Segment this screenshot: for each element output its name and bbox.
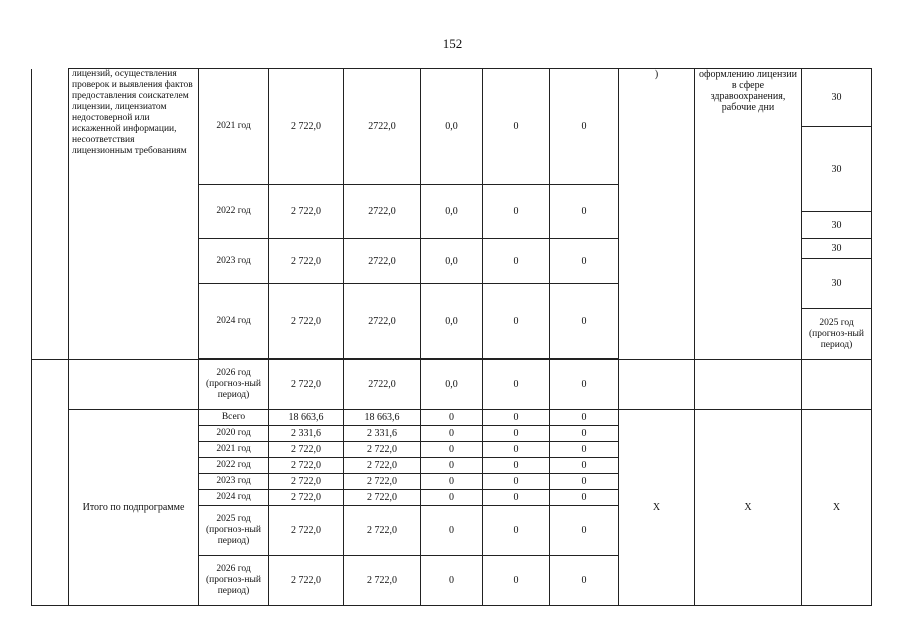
regional-cell: 2722,0	[344, 360, 421, 410]
regional-cell: 2 722,0	[344, 442, 421, 458]
regional-cell: 2 722,0	[344, 458, 421, 474]
col4-cell: 0	[483, 360, 550, 410]
year-cell: 2024 год	[199, 490, 269, 506]
value-cell: 30	[802, 259, 872, 309]
year-cell: 2021 год	[199, 69, 269, 185]
col3-cell: 0	[421, 410, 483, 426]
num-cell	[32, 410, 69, 606]
col5-cell: 0	[550, 442, 619, 458]
total-cell: 2 722,0	[269, 360, 344, 410]
col3-cell: 0	[421, 426, 483, 442]
total-cell: 2 722,0	[269, 506, 344, 556]
col4-cell: 0	[483, 410, 550, 426]
col5-cell: 0	[550, 360, 619, 410]
year-cell: 2023 год	[199, 474, 269, 490]
table-row	[32, 360, 872, 410]
col5-cell: 0	[550, 284, 619, 359]
year-cell: 2022 год	[199, 458, 269, 474]
value-cell: 30	[802, 69, 872, 127]
year-cell: 2022 год	[199, 185, 269, 239]
total-cell: 2 722,0	[269, 474, 344, 490]
col4-cell: 0	[483, 284, 550, 359]
regional-cell: 2722,0	[344, 69, 421, 185]
col4-cell: 0	[483, 556, 550, 606]
col4-cell: 0	[483, 239, 550, 284]
total-cell: 2 722,0	[269, 458, 344, 474]
responsible-continuation	[619, 360, 695, 410]
col4-cell: 0	[483, 442, 550, 458]
col5-cell: 0	[550, 410, 619, 426]
col5-cell: 0	[550, 426, 619, 442]
regional-cell: 18 663,6	[344, 410, 421, 426]
col4-cell: 0	[483, 458, 550, 474]
x-mark: X	[695, 410, 802, 606]
x-mark: X	[619, 410, 695, 606]
total-cell: 2 722,0	[269, 556, 344, 606]
regional-cell: 2 722,0	[344, 490, 421, 506]
col5-cell: 0	[550, 239, 619, 284]
regional-cell: 2722,0	[344, 284, 421, 359]
year-cell: 2025 год (прогноз-ный период)	[199, 506, 269, 556]
total-cell: 2 722,0	[269, 239, 344, 284]
col4-cell: 0	[483, 506, 550, 556]
col5-cell: 0	[550, 556, 619, 606]
col3-cell: 0	[421, 442, 483, 458]
col4-cell: 0	[483, 69, 550, 185]
year-cell: 2023 год	[199, 239, 269, 284]
table-row	[32, 69, 872, 127]
col3-cell: 0,0	[421, 185, 483, 239]
total-cell: 2 722,0	[269, 442, 344, 458]
col4-cell: 0	[483, 185, 550, 239]
col3-cell: 0	[421, 556, 483, 606]
program-table	[31, 68, 872, 606]
year-cell: 2020 год	[199, 426, 269, 442]
regional-cell: 2722,0	[344, 185, 421, 239]
col3-cell: 0,0	[421, 69, 483, 185]
regional-cell: 2 722,0	[344, 474, 421, 490]
year-cell: 2026 год (прогноз-ный период)	[199, 360, 269, 410]
num-cell	[32, 360, 69, 410]
col3-cell: 0	[421, 474, 483, 490]
num-cell	[32, 69, 69, 360]
year-cell: 2021 год	[199, 442, 269, 458]
year-cell: 2025 год (прогноз-ный период)	[802, 309, 872, 360]
col3-cell: 0	[421, 458, 483, 474]
x-mark: X	[802, 410, 872, 606]
total-cell: 2 722,0	[269, 185, 344, 239]
activity-description: лицензий, осуществления проверок и выявления фактов предоставления соискателем лицензии, лицензиатом недостоверной или искаженной информации, несоответствия лицензионным требованиям	[69, 69, 199, 360]
col3-cell: 0,0	[421, 239, 483, 284]
indicator-continuation	[695, 360, 802, 410]
col5-cell: 0	[550, 490, 619, 506]
desc-continuation	[69, 360, 199, 410]
col4-cell: 0	[483, 490, 550, 506]
col5-cell: 0	[550, 474, 619, 490]
col3-cell: 0,0	[421, 284, 483, 359]
regional-cell: 2722,0	[344, 239, 421, 284]
total-cell: 2 722,0	[269, 284, 344, 359]
value-cell: 30	[802, 239, 872, 259]
year-cell: 2024 год	[199, 284, 269, 359]
regional-cell: 2 722,0	[344, 506, 421, 556]
table-row	[32, 410, 872, 426]
value-cell: 30	[802, 127, 872, 212]
responsible-cell: )	[619, 69, 695, 360]
regional-cell: 2 331,6	[344, 426, 421, 442]
col4-cell: 0	[483, 426, 550, 442]
subprogram-total-label: Итого по подпрограмме	[69, 410, 199, 606]
total-cell: 2 331,6	[269, 426, 344, 442]
col4-cell: 0	[483, 474, 550, 490]
regional-cell: 2 722,0	[344, 556, 421, 606]
value-cell: 30	[802, 212, 872, 239]
col5-cell: 0	[550, 185, 619, 239]
col5-cell: 0	[550, 506, 619, 556]
col3-cell: 0	[421, 490, 483, 506]
total-cell: 2 722,0	[269, 490, 344, 506]
total-cell: 18 663,6	[269, 410, 344, 426]
year-cell: 2026 год (прогноз-ный период)	[199, 556, 269, 606]
year-cell: Всего	[199, 410, 269, 426]
page-number: 152	[442, 36, 463, 51]
col5-cell: 0	[550, 458, 619, 474]
col3-cell: 0	[421, 506, 483, 556]
total-cell: 2 722,0	[269, 69, 344, 185]
value-cell	[802, 360, 872, 410]
indicator-cell: оформлению лицензии в сфере здравоохранения, рабочие дни	[695, 69, 802, 360]
col5-cell: 0	[550, 69, 619, 185]
col3-cell: 0,0	[421, 360, 483, 410]
